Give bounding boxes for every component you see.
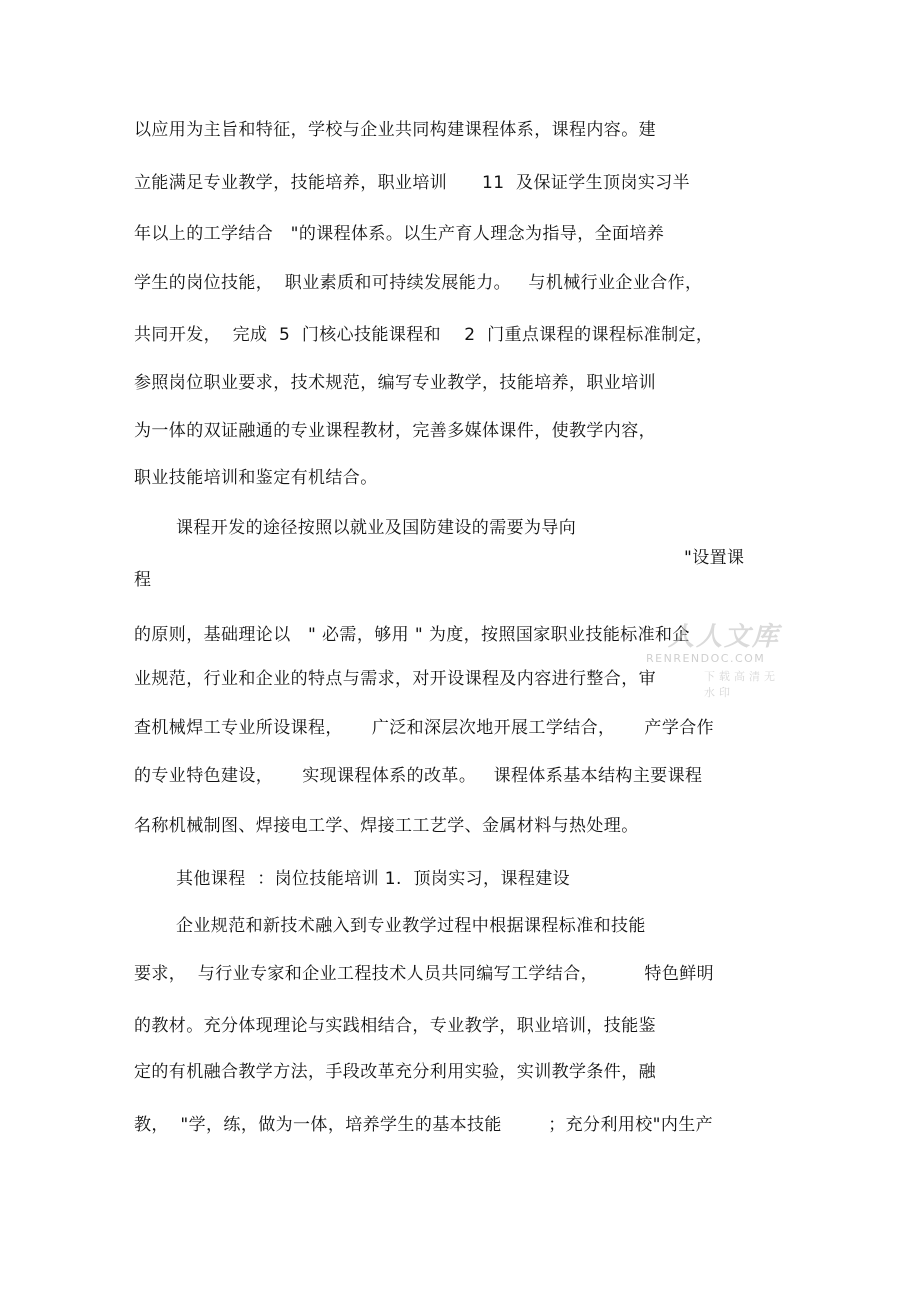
text-line: 程	[134, 570, 152, 590]
text-line: 的原则，基础理论以 " 必需，够用 " 为度，按照国家职业技能标准和企	[134, 625, 690, 645]
paragraph-start-line: 企业规范和新技术融入到专业教学过程中根据课程标准和技能	[176, 916, 646, 936]
text-line: 立能满足专业教学，技能培养，职业培训 11 及保证学生顶岗实习半	[134, 173, 691, 193]
text-line: 查机械焊工专业所设课程， 广泛和深层次地开展工学结合， 产学合作	[134, 718, 715, 738]
text-line: 学生的岗位技能， 职业素质和可持续发展能力。 与机械行业企业合作，	[134, 273, 703, 293]
watermark-tag: 下载高清无水印	[704, 670, 779, 699]
text-line: 职业技能培训和鉴定有机结合。	[134, 468, 378, 488]
paragraph-start-line: 其他课程 ：岗位技能培训 1. 顶岗实习，课程建设	[176, 869, 571, 889]
text-line: 名称机械制图、焊接电工学、焊接工工艺学、金属材料与热处理。	[134, 816, 639, 836]
text-line: 教， "学，练，做为一体，培养学生的基本技能 ；充分利用校"内生产	[134, 1115, 714, 1135]
text-line: 参照岗位职业要求，技术规范，编写专业教学，技能培养，职业培训	[134, 373, 656, 393]
text-line: 共同开发， 完成 5 门核心技能课程和 2 门重点课程的课程标准制定，	[134, 325, 714, 345]
text-line: 定的有机融合教学方法，手段改革充分利用实验，实训教学条件，融	[134, 1062, 656, 1082]
watermark-title: 人人文库	[668, 622, 781, 652]
text-line: 的专业特色建设， 实现课程体系的改革。 课程体系基本结构主要课程	[134, 766, 703, 786]
watermark-logo	[646, 616, 786, 699]
paragraph-start-line: 课程开发的途径按照以就业及国防建设的需要为导向	[176, 518, 577, 538]
text-line: 以应用为主旨和特征，学校与企业共同构建课程体系，课程内容。建	[134, 120, 656, 140]
text-line: 的教材。充分体现理论与实践相结合，专业教学，职业培训，技能鉴	[134, 1016, 656, 1036]
text-line: 业规范，行业和企业的特点与需求，对开设课程及内容进行整合，审	[134, 669, 656, 689]
text-fragment: "设置课	[684, 548, 745, 568]
watermark-site: RENRENDOC.COM	[646, 652, 766, 665]
text-line: 要求， 与行业专家和企业工程技术人员共同编写工学结合， 特色鲜明	[134, 964, 715, 984]
text-line: 为一体的双证融通的专业课程教材，完善多媒体课件，使教学内容，	[134, 421, 656, 441]
text-line: 年以上的工学结合 "的课程体系。以生产育人理念为指导，全面培养	[134, 224, 665, 244]
